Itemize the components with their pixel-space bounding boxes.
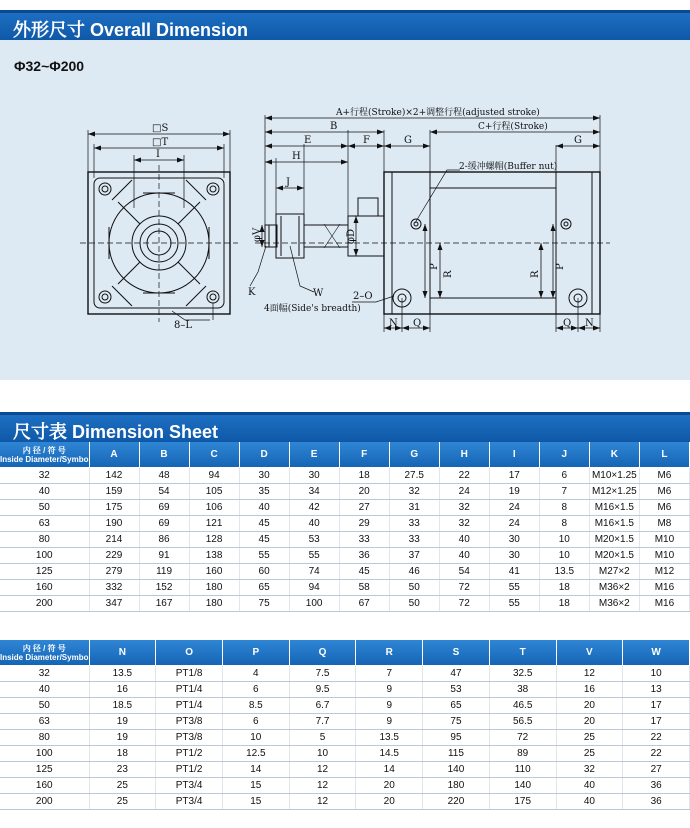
table-cell: 30 bbox=[489, 548, 539, 564]
column-header-o: O bbox=[156, 640, 223, 666]
table-cell: 32 bbox=[439, 516, 489, 532]
label-g-left: G bbox=[404, 135, 412, 146]
table-cell: 142 bbox=[89, 468, 139, 484]
table-cell: M10 bbox=[639, 548, 689, 564]
label-w: W bbox=[313, 288, 324, 299]
table-cell: 180 bbox=[423, 778, 490, 794]
table-cell: M10 bbox=[639, 532, 689, 548]
table-cell: 54 bbox=[139, 484, 189, 500]
table-row bbox=[0, 596, 690, 612]
table-row bbox=[0, 730, 690, 746]
overall-dimension-header bbox=[0, 10, 690, 40]
table-cell: 9.5 bbox=[289, 682, 356, 698]
column-header-l: L bbox=[639, 442, 689, 468]
table-cell: 110 bbox=[489, 762, 556, 778]
table-cell: 23 bbox=[89, 762, 156, 778]
table-cell: 33 bbox=[389, 516, 439, 532]
table-cell: 15 bbox=[222, 794, 289, 810]
column-header-r: R bbox=[356, 640, 423, 666]
table-cell: 13.5 bbox=[89, 666, 156, 682]
table-cell: 41 bbox=[489, 564, 539, 580]
table-row bbox=[0, 580, 690, 596]
table-cell: 6 bbox=[222, 714, 289, 730]
table-cell: 25 bbox=[556, 730, 623, 746]
table-cell: 17 bbox=[489, 468, 539, 484]
table-cell: 12 bbox=[289, 778, 356, 794]
table-cell: 40 bbox=[439, 548, 489, 564]
table-cell: 32 bbox=[439, 500, 489, 516]
table-row bbox=[0, 484, 690, 500]
header-inside-diameter bbox=[0, 640, 89, 666]
table-cell: 56.5 bbox=[489, 714, 556, 730]
column-header-p: P bbox=[222, 640, 289, 666]
inside-diameter-cell: 50 bbox=[0, 698, 89, 714]
table-cell: 72 bbox=[489, 730, 556, 746]
table-cell: M12×1.25 bbox=[589, 484, 639, 500]
dimension-table-2 bbox=[0, 640, 690, 810]
label-square-s: □S bbox=[152, 123, 169, 134]
table-cell: 9 bbox=[356, 714, 423, 730]
table-cell: 46.5 bbox=[489, 698, 556, 714]
table-cell: 9 bbox=[356, 682, 423, 698]
table-cell: 12 bbox=[289, 794, 356, 810]
table-cell: 7.5 bbox=[289, 666, 356, 682]
table-row bbox=[0, 500, 690, 516]
table-cell: 55 bbox=[489, 596, 539, 612]
table-cell: 27.5 bbox=[389, 468, 439, 484]
table-cell: 18 bbox=[339, 468, 389, 484]
table-cell: 45 bbox=[239, 532, 289, 548]
table-cell: PT3/4 bbox=[156, 778, 223, 794]
inside-diameter-cell: 200 bbox=[0, 596, 89, 612]
table-cell: 160 bbox=[189, 564, 239, 580]
table-cell: 119 bbox=[139, 564, 189, 580]
table-cell: 40 bbox=[239, 500, 289, 516]
table-cell: 10 bbox=[623, 666, 690, 682]
table-cell: 20 bbox=[556, 698, 623, 714]
table-cell: 332 bbox=[89, 580, 139, 596]
table-cell: 34 bbox=[289, 484, 339, 500]
table-cell: 24 bbox=[489, 500, 539, 516]
table-cell: 19 bbox=[89, 714, 156, 730]
column-header-e: E bbox=[289, 442, 339, 468]
table-cell: 175 bbox=[489, 794, 556, 810]
table-cell: 18 bbox=[89, 746, 156, 762]
table-2-header-row bbox=[0, 640, 690, 666]
table-cell: 115 bbox=[423, 746, 490, 762]
label-e: E bbox=[304, 135, 312, 146]
table-cell: 128 bbox=[189, 532, 239, 548]
table-cell: 17 bbox=[623, 698, 690, 714]
label-side-breadth: 4面幅(Side's breadth) bbox=[264, 304, 361, 314]
label-square-t: □T bbox=[152, 137, 169, 148]
table-row bbox=[0, 762, 690, 778]
table-cell: M8 bbox=[639, 516, 689, 532]
label-i: I bbox=[156, 149, 160, 160]
table-cell: 347 bbox=[89, 596, 139, 612]
table-cell: 75 bbox=[239, 596, 289, 612]
label-q-right: Q bbox=[563, 318, 572, 329]
table-cell: 10 bbox=[539, 532, 589, 548]
table-cell: 14 bbox=[356, 762, 423, 778]
dimension-drawing bbox=[0, 40, 690, 380]
table-cell: 8 bbox=[539, 500, 589, 516]
table-cell: 279 bbox=[89, 564, 139, 580]
table-cell: 12.5 bbox=[222, 746, 289, 762]
table-cell: 65 bbox=[423, 698, 490, 714]
table-cell: 31 bbox=[389, 500, 439, 516]
table-cell: 67 bbox=[339, 596, 389, 612]
table-cell: 94 bbox=[289, 580, 339, 596]
label-2-o: 2–O bbox=[353, 291, 373, 302]
inside-diameter-cell: 40 bbox=[0, 484, 89, 500]
table-cell: M16×1.5 bbox=[589, 500, 639, 516]
table-cell: 20 bbox=[339, 484, 389, 500]
table-cell: PT3/8 bbox=[156, 730, 223, 746]
table-cell: 167 bbox=[139, 596, 189, 612]
table-cell: 7 bbox=[356, 666, 423, 682]
table-cell: 86 bbox=[139, 532, 189, 548]
table-cell: 33 bbox=[389, 532, 439, 548]
table-cell: M10×1.25 bbox=[589, 468, 639, 484]
label-p-left: P bbox=[429, 263, 440, 270]
table-cell: M16×1.5 bbox=[589, 516, 639, 532]
table-cell: M12 bbox=[639, 564, 689, 580]
table-cell: 13.5 bbox=[356, 730, 423, 746]
label-n-left: N bbox=[389, 318, 398, 329]
column-header-t: T bbox=[489, 640, 556, 666]
table-cell: PT1/2 bbox=[156, 762, 223, 778]
table-cell: 27 bbox=[339, 500, 389, 516]
table-cell: 13 bbox=[623, 682, 690, 698]
column-header-i: I bbox=[489, 442, 539, 468]
table-cell: 20 bbox=[556, 714, 623, 730]
table-row bbox=[0, 746, 690, 762]
table-cell: 140 bbox=[489, 778, 556, 794]
table-row bbox=[0, 698, 690, 714]
table-cell: M36×2 bbox=[589, 580, 639, 596]
table-row bbox=[0, 468, 690, 484]
table-cell: 14.5 bbox=[356, 746, 423, 762]
table-cell: 33 bbox=[339, 532, 389, 548]
inside-diameter-cell: 125 bbox=[0, 762, 89, 778]
table-cell: 13.5 bbox=[539, 564, 589, 580]
column-header-d: D bbox=[239, 442, 289, 468]
label-r-right: R bbox=[530, 270, 541, 278]
table-cell: 4 bbox=[222, 666, 289, 682]
column-header-v: V bbox=[556, 640, 623, 666]
dimension-sheet-header bbox=[0, 412, 690, 442]
table-cell: 10 bbox=[289, 746, 356, 762]
table-cell: M6 bbox=[639, 484, 689, 500]
table-cell: 9 bbox=[356, 698, 423, 714]
table-cell: 121 bbox=[189, 516, 239, 532]
header-cn: 内 径 / 符 号 bbox=[22, 445, 66, 455]
table-cell: 140 bbox=[423, 762, 490, 778]
table-cell: 214 bbox=[89, 532, 139, 548]
inside-diameter-cell: 63 bbox=[0, 516, 89, 532]
table-cell: 32 bbox=[389, 484, 439, 500]
header-en: Inside Diameter/Symbo bbox=[0, 454, 89, 464]
table-cell: 95 bbox=[423, 730, 490, 746]
table-cell: 22 bbox=[439, 468, 489, 484]
inside-diameter-cell: 50 bbox=[0, 500, 89, 516]
table-cell: M16 bbox=[639, 596, 689, 612]
table-cell: 18.5 bbox=[89, 698, 156, 714]
table-row bbox=[0, 564, 690, 580]
column-header-b: B bbox=[139, 442, 189, 468]
label-j: J bbox=[286, 177, 291, 188]
table-row bbox=[0, 794, 690, 810]
technical-drawing bbox=[0, 40, 690, 380]
table-cell: M36×2 bbox=[589, 596, 639, 612]
column-header-a: A bbox=[89, 442, 139, 468]
label-r-left: R bbox=[443, 270, 454, 278]
table-row bbox=[0, 778, 690, 794]
table-cell: 6 bbox=[222, 682, 289, 698]
inside-diameter-cell: 160 bbox=[0, 778, 89, 794]
table-cell: 42 bbox=[289, 500, 339, 516]
label-f: F bbox=[363, 135, 370, 146]
table-row bbox=[0, 666, 690, 682]
column-header-w: W bbox=[623, 640, 690, 666]
table-cell: PT3/8 bbox=[156, 714, 223, 730]
label-q-left: Q bbox=[413, 318, 422, 329]
table-cell: 10 bbox=[222, 730, 289, 746]
table-cell: 94 bbox=[189, 468, 239, 484]
table-cell: PT3/4 bbox=[156, 794, 223, 810]
table-cell: 25 bbox=[556, 746, 623, 762]
header-en: Inside Diameter/Symbo bbox=[0, 652, 89, 662]
table-cell: 40 bbox=[439, 532, 489, 548]
table-cell: 60 bbox=[239, 564, 289, 580]
table-cell: 36 bbox=[623, 778, 690, 794]
table-cell: 17 bbox=[623, 714, 690, 730]
table-cell: 32 bbox=[556, 762, 623, 778]
table-cell: M6 bbox=[639, 500, 689, 516]
table-cell: 36 bbox=[623, 794, 690, 810]
table-cell: 12 bbox=[289, 762, 356, 778]
inside-diameter-cell: 80 bbox=[0, 532, 89, 548]
inside-diameter-cell: 125 bbox=[0, 564, 89, 580]
table-cell: 72 bbox=[439, 596, 489, 612]
inside-diameter-cell: 200 bbox=[0, 794, 89, 810]
table-cell: 54 bbox=[439, 564, 489, 580]
table-cell: 22 bbox=[623, 730, 690, 746]
table-cell: 8.5 bbox=[222, 698, 289, 714]
column-header-g: G bbox=[389, 442, 439, 468]
table-row bbox=[0, 516, 690, 532]
table-cell: 18 bbox=[539, 596, 589, 612]
table-cell: 22 bbox=[623, 746, 690, 762]
table-cell: 55 bbox=[289, 548, 339, 564]
label-p-right: P bbox=[555, 263, 566, 270]
table-cell: 12 bbox=[556, 666, 623, 682]
table-cell: 30 bbox=[489, 532, 539, 548]
table-cell: 106 bbox=[189, 500, 239, 516]
inside-diameter-cell: 100 bbox=[0, 746, 89, 762]
table-cell: 40 bbox=[556, 794, 623, 810]
table-cell: PT1/4 bbox=[156, 682, 223, 698]
label-k: K bbox=[248, 287, 256, 298]
table-cell: 19 bbox=[489, 484, 539, 500]
table-cell: 20 bbox=[356, 778, 423, 794]
table-cell: 53 bbox=[289, 532, 339, 548]
table-cell: 15 bbox=[222, 778, 289, 794]
table-cell: 75 bbox=[423, 714, 490, 730]
label-a-formula: A+行程(Stroke)×2+调整行程(adjusted stroke) bbox=[336, 108, 540, 118]
diameter-range-label: Φ32~Φ200 bbox=[14, 58, 85, 74]
table-cell: 16 bbox=[556, 682, 623, 698]
table-cell: 40 bbox=[289, 516, 339, 532]
table-cell: 53 bbox=[423, 682, 490, 698]
table-cell: 175 bbox=[89, 500, 139, 516]
table-cell: 45 bbox=[239, 516, 289, 532]
table-row bbox=[0, 548, 690, 564]
table-row bbox=[0, 714, 690, 730]
table-cell: 29 bbox=[339, 516, 389, 532]
table-cell: 58 bbox=[339, 580, 389, 596]
column-header-h: H bbox=[439, 442, 489, 468]
dimension-table-1 bbox=[0, 442, 690, 612]
table-cell: PT1/4 bbox=[156, 698, 223, 714]
table-cell: 40 bbox=[556, 778, 623, 794]
table-cell: 37 bbox=[389, 548, 439, 564]
dimension-sheet-title: 尺寸表 Dimension Sheet bbox=[13, 422, 219, 442]
table-cell: M6 bbox=[639, 468, 689, 484]
table-cell: 35 bbox=[239, 484, 289, 500]
label-n-right: N bbox=[585, 318, 594, 329]
table-row bbox=[0, 682, 690, 698]
table-1-header-row bbox=[0, 442, 690, 468]
table-cell: 45 bbox=[339, 564, 389, 580]
inside-diameter-cell: 63 bbox=[0, 714, 89, 730]
table-cell: 25 bbox=[89, 794, 156, 810]
table-cell: PT1/8 bbox=[156, 666, 223, 682]
label-c-formula: C+行程(Stroke) bbox=[478, 122, 548, 132]
table-cell: 65 bbox=[239, 580, 289, 596]
table-cell: 100 bbox=[289, 596, 339, 612]
table-cell: 30 bbox=[289, 468, 339, 484]
table-cell: 25 bbox=[89, 778, 156, 794]
table-cell: 91 bbox=[139, 548, 189, 564]
label-buffer-nut: 2-缓冲螺帽(Buffer nut) bbox=[459, 162, 558, 172]
overall-dimension-title: 外形尺寸 Overall Dimension bbox=[13, 20, 249, 40]
table-cell: 190 bbox=[89, 516, 139, 532]
table-cell: 69 bbox=[139, 500, 189, 516]
column-header-f: F bbox=[339, 442, 389, 468]
table-cell: 27 bbox=[623, 762, 690, 778]
table-cell: 47 bbox=[423, 666, 490, 682]
header-cn: 内 径 / 符 号 bbox=[22, 643, 66, 653]
table-row bbox=[0, 532, 690, 548]
table-cell: 5 bbox=[289, 730, 356, 746]
table-cell: 50 bbox=[389, 580, 439, 596]
table-cell: 7.7 bbox=[289, 714, 356, 730]
table-cell: M20×1.5 bbox=[589, 548, 639, 564]
column-header-j: J bbox=[539, 442, 589, 468]
table-cell: 152 bbox=[139, 580, 189, 596]
table-cell: 69 bbox=[139, 516, 189, 532]
table-cell: 18 bbox=[539, 580, 589, 596]
table-cell: 24 bbox=[489, 516, 539, 532]
column-header-k: K bbox=[589, 442, 639, 468]
table-cell: 6 bbox=[539, 468, 589, 484]
table-cell: 138 bbox=[189, 548, 239, 564]
table-cell: 20 bbox=[356, 794, 423, 810]
table-cell: 32.5 bbox=[489, 666, 556, 682]
table-cell: 36 bbox=[339, 548, 389, 564]
table-cell: 24 bbox=[439, 484, 489, 500]
label-8-l: 8–L bbox=[174, 320, 193, 331]
table-cell: 180 bbox=[189, 580, 239, 596]
label-h: H bbox=[292, 151, 301, 162]
table-cell: M16 bbox=[639, 580, 689, 596]
column-header-n: N bbox=[89, 640, 156, 666]
inside-diameter-cell: 32 bbox=[0, 468, 89, 484]
table-cell: 38 bbox=[489, 682, 556, 698]
table-cell: 89 bbox=[489, 746, 556, 762]
label-g-right: G bbox=[574, 135, 582, 146]
table-cell: 229 bbox=[89, 548, 139, 564]
inside-diameter-cell: 32 bbox=[0, 666, 89, 682]
table-cell: 159 bbox=[89, 484, 139, 500]
table-cell: PT1/2 bbox=[156, 746, 223, 762]
table-cell: 180 bbox=[189, 596, 239, 612]
table-cell: M27×2 bbox=[589, 564, 639, 580]
table-cell: 55 bbox=[239, 548, 289, 564]
table-cell: 220 bbox=[423, 794, 490, 810]
table-cell: 50 bbox=[389, 596, 439, 612]
table-cell: 105 bbox=[189, 484, 239, 500]
inside-diameter-cell: 80 bbox=[0, 730, 89, 746]
column-header-q: Q bbox=[289, 640, 356, 666]
inside-diameter-cell: 100 bbox=[0, 548, 89, 564]
column-header-c: C bbox=[189, 442, 239, 468]
label-phi-d: φD bbox=[346, 228, 357, 244]
table-cell: 48 bbox=[139, 468, 189, 484]
table-cell: 72 bbox=[439, 580, 489, 596]
table-cell: 16 bbox=[89, 682, 156, 698]
inside-diameter-cell: 40 bbox=[0, 682, 89, 698]
table-cell: 55 bbox=[489, 580, 539, 596]
header-inside-diameter bbox=[0, 442, 89, 468]
table-cell: 6.7 bbox=[289, 698, 356, 714]
table-cell: 8 bbox=[539, 516, 589, 532]
inside-diameter-cell: 160 bbox=[0, 580, 89, 596]
table-cell: 74 bbox=[289, 564, 339, 580]
table-cell: M20×1.5 bbox=[589, 532, 639, 548]
table-cell: 14 bbox=[222, 762, 289, 778]
column-header-s: S bbox=[423, 640, 490, 666]
table-cell: 46 bbox=[389, 564, 439, 580]
table-cell: 19 bbox=[89, 730, 156, 746]
table-cell: 30 bbox=[239, 468, 289, 484]
label-phi-v: φV bbox=[252, 227, 263, 242]
table-cell: 10 bbox=[539, 548, 589, 564]
table-cell: 7 bbox=[539, 484, 589, 500]
label-b: B bbox=[330, 121, 338, 132]
